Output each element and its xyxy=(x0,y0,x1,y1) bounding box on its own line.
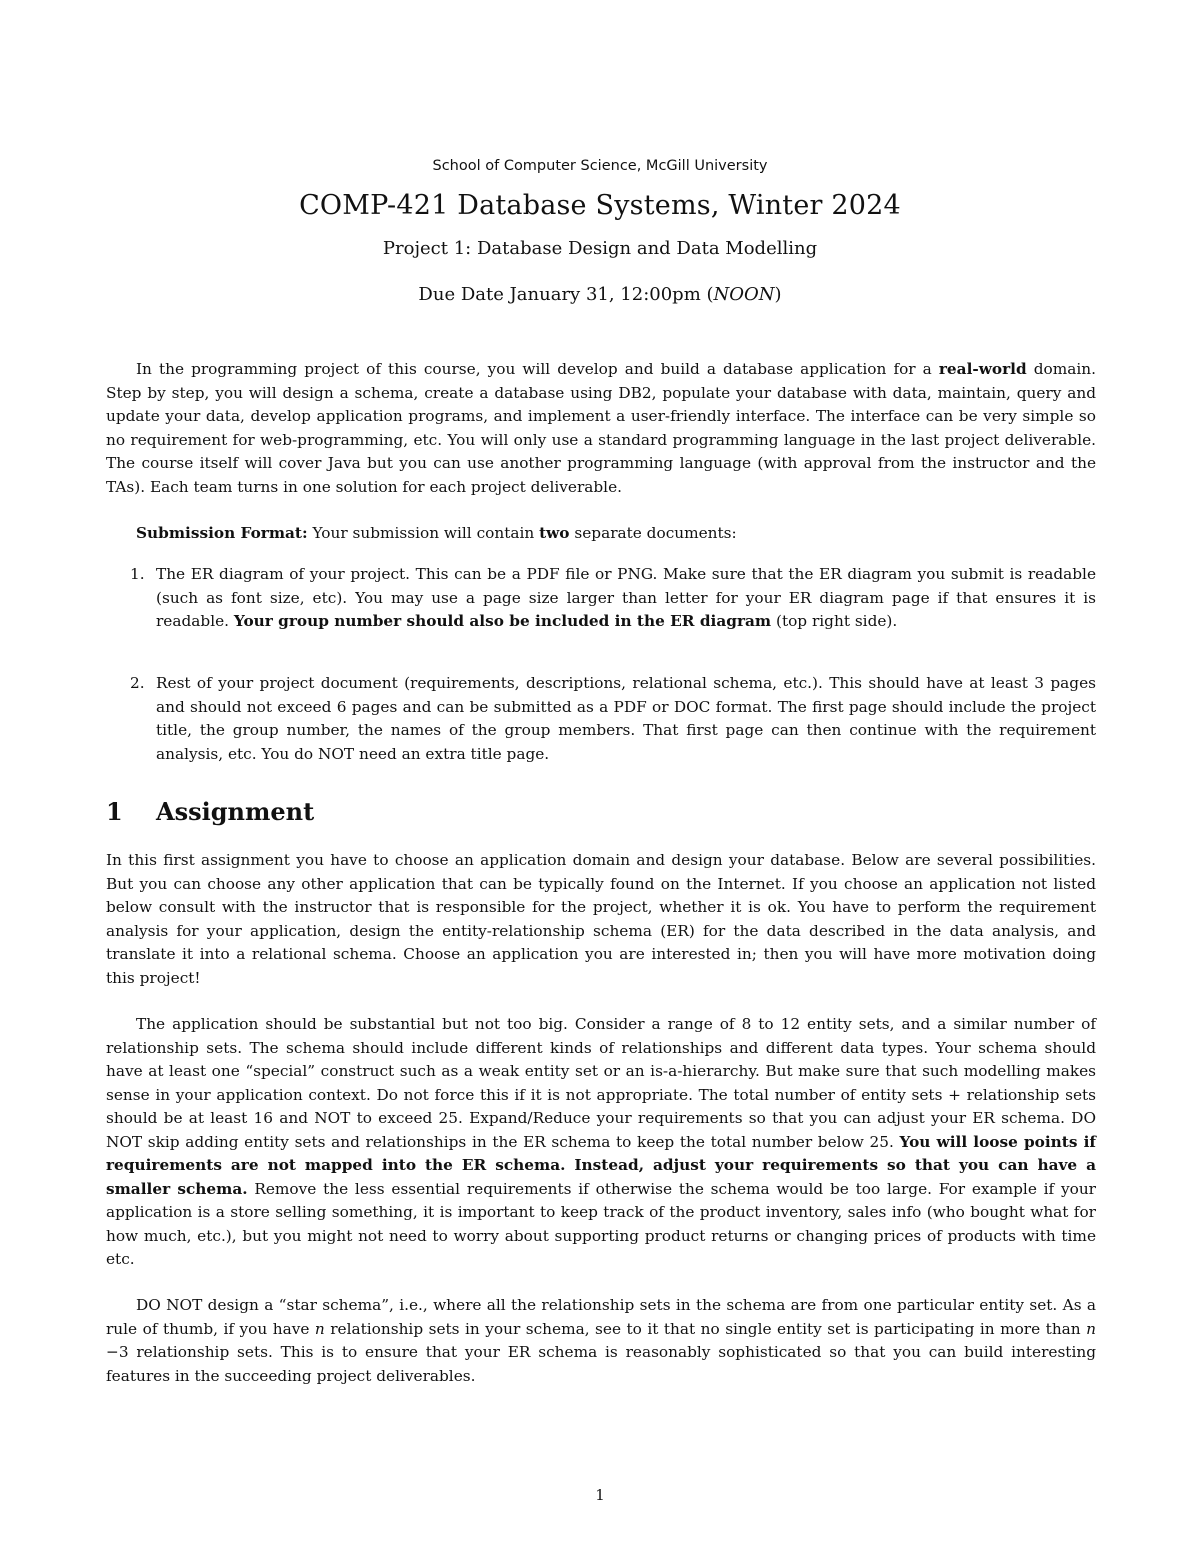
submission-bold-count: two xyxy=(539,524,570,542)
due-date-emphasis: NOON xyxy=(713,284,775,305)
project-title: Project 1: Database Design and Data Modelling xyxy=(382,238,818,259)
intro-text-rest: domain. Step by step, you will design a schema, create a database using DB2, populate your database with data, maintain, query and update your data, develop application programs, and implement a user-friendly interface. The interface can be very simple so no requirement for web-programming, etc. You will only use a standard programming language in the last project deliverable. The course itself will cover Java but you can use another programming language (with approval from the instructor and the TAs). Each team turns in one solution for each project deliverable. xyxy=(106,360,1096,496)
due-date-suffix: ) xyxy=(774,284,782,305)
page-number: 1 xyxy=(595,1486,605,1504)
submission-format-label: Submission Format: xyxy=(136,524,308,542)
school-name: School of Computer Science, McGill University xyxy=(432,158,768,174)
due-date xyxy=(0,284,1200,305)
intro-bold-term: real-world xyxy=(938,360,1027,378)
variable-n: n xyxy=(1086,1319,1096,1338)
submission-text-rest: separate documents: xyxy=(569,524,737,542)
paragraph-2-bold-warning: You will loose points if requirements are not mapped into the ER schema. Instead, adjust your requirements so that you can have a smaller schema. xyxy=(106,1132,1097,1198)
list-item-number: 2. xyxy=(130,674,145,692)
list-item-bold-note: Your group number should also be included in the ER diagram xyxy=(233,612,772,630)
assignment-paragraph-1: In this first assignment you have to choose an application domain and design your database. Below are several possibilities. But you can choose any other application that can be typically found on the Internet. If you choose an application not listed below consult with the instructor that is responsible for the project, whether it is ok. You have to perform the requirement analysis for your application, design the entity-relationship schema (ER) for the data described in the data analysis, and translate it into a relational schema. Choose an application you are interested in; then you will have more motivation doing this project! xyxy=(106,851,1096,987)
section-title: Assignment xyxy=(156,797,315,826)
paragraph-3-text-a: DO NOT design a “star schema”, i.e., where all the relationship sets in the schema are from one particular entity set. As a rule of thumb, if you have xyxy=(106,1296,1096,1338)
section-number: 1 xyxy=(106,797,123,826)
due-date-prefix: Due Date January 31, 12:00pm ( xyxy=(418,284,714,305)
assignment-paragraph-2 xyxy=(106,1013,1096,1272)
section-heading xyxy=(106,797,314,826)
paragraph-3-text-b: relationship sets in your schema, see to it that no single entity set is participating in more than xyxy=(324,1319,1087,1338)
list-item-text-rest: (top right side). xyxy=(771,612,898,630)
paragraph-2-text-start: The application should be substantial but not too big. Consider a range of 8 to 12 entity sets, and a similar number of relationship sets. The schema should include different kinds of relationships and different data types. Your schema should have at least one “special” construct such as a weak entity set or an is-a-hierarchy. But make sure that such modelling makes sense in your application context. Do not force this if it is not appropriate. The total number of entity sets + relationship sets should be at least 16 and NOT to exceed 25. Expand/Reduce your requirements so that you can adjust your ER schema. DO NOT skip adding entity sets and relationships in the ER schema to keep the total number below 25. xyxy=(106,1015,1096,1151)
course-title: COMP-421 Database Systems, Winter 2024 xyxy=(299,190,901,221)
variable-n: n xyxy=(314,1319,325,1338)
list-item-number: 1. xyxy=(130,565,145,583)
intro-text-start: In the programming project of this course, you will develop and build a database application for a xyxy=(136,360,939,378)
list-item-text-start: The ER diagram of your project. This can be a PDF file or PNG. Make sure that the ER diagram you submit is readable (such as font size, etc). You may use a page size larger than letter for your ER diagram page if that ensures it is readable. xyxy=(156,565,1096,630)
list-item xyxy=(106,672,1096,766)
list-item xyxy=(106,563,1096,634)
list-item-text: Rest of your project document (requirements, descriptions, relational schema, etc.). This should have at least 3 pages and should not exceed 6 pages and can be submitted as a PDF or DOC format. The first page should include the project title, the group number, the names of the group members. That first page can then continue with the requirement analysis, etc. You do NOT need an extra title page. xyxy=(156,674,1096,763)
submission-text-start: Your submission will contain xyxy=(307,524,540,542)
paragraph-3-text-c: −3 relationship sets. This is to ensure that your ER schema is reasonably sophisticated so that you can build interesting features in the succeeding project deliverables. xyxy=(106,1343,1096,1385)
submission-format-line xyxy=(106,522,1096,546)
paragraph-2-text-rest: Remove the less essential requirements if otherwise the schema would be too large. For example if your application is a store selling something, it is important to keep track of the product inventory, sales info (who bought what for how much, etc.), but you might not need to worry about supporting product returns or changing prices of products with time etc. xyxy=(106,1179,1096,1268)
assignment-paragraph-3 xyxy=(106,1294,1096,1388)
intro-paragraph xyxy=(106,358,1096,499)
list-item-text xyxy=(156,563,1096,634)
